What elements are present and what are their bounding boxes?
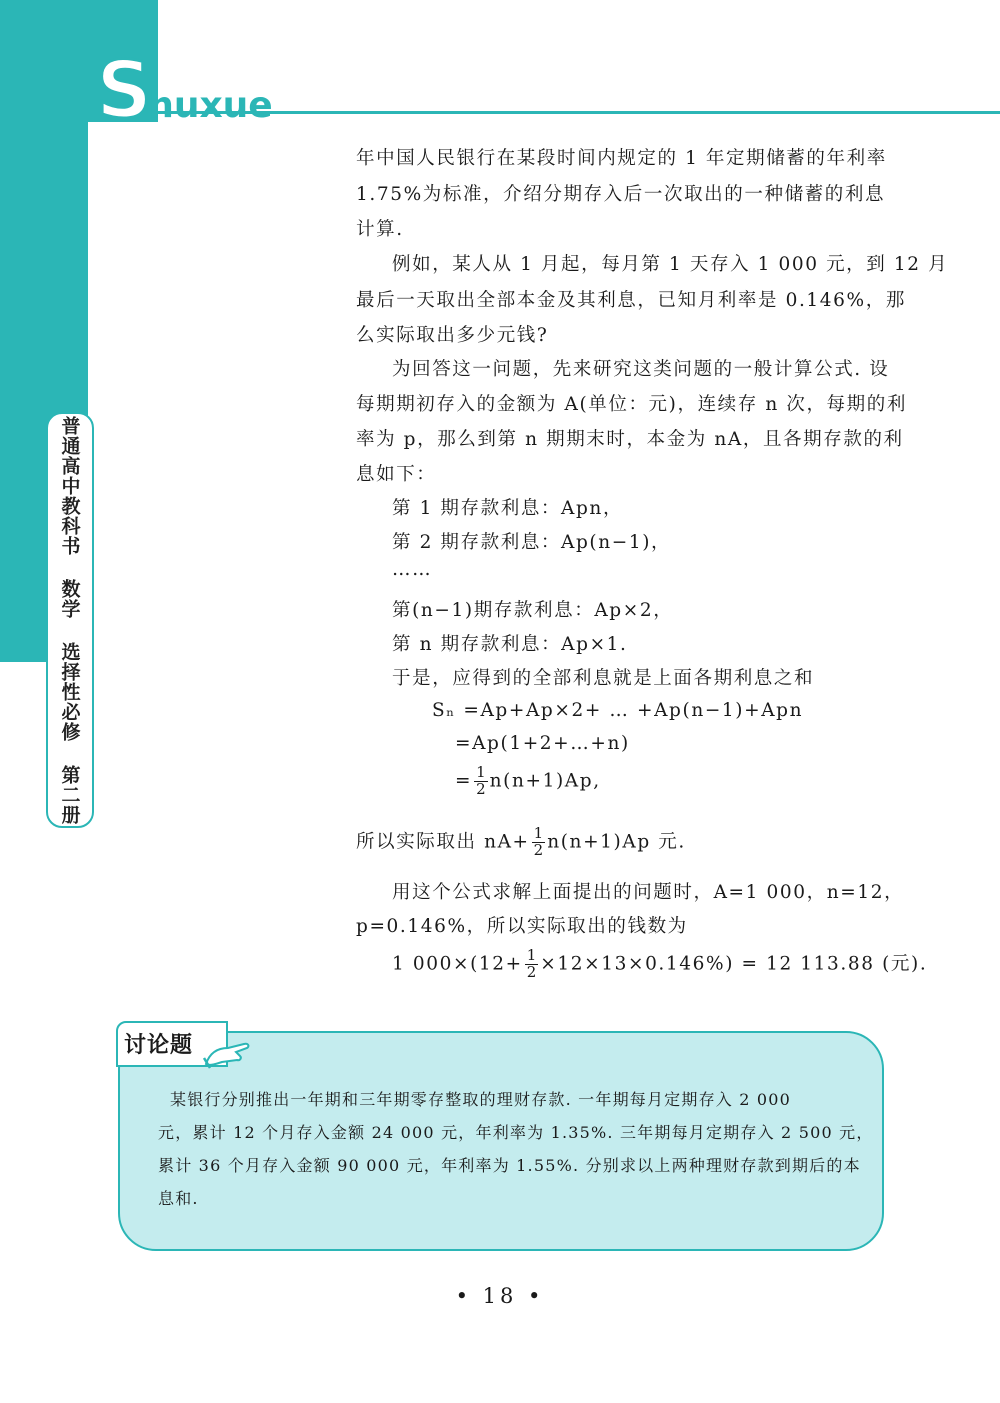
body-line: 年中国人民银行在某段时间内规定的 1 年定期储蓄的年利率: [356, 148, 887, 169]
body-line: 么实际取出多少元钱?: [356, 325, 549, 346]
discussion-title: 讨论题: [124, 1033, 194, 1058]
sum-formula-line: [455, 765, 601, 798]
body-line: 1.75%为标准，介绍分期存入后一次取出的一种储蓄的利息: [356, 184, 886, 205]
fraction-denominator: 2: [526, 962, 537, 981]
page-number: • 18 •: [455, 1284, 545, 1308]
header-rule: [155, 111, 1000, 114]
book-title-label: 普通高中教科书 数学 选择性必修 第二册: [46, 412, 94, 828]
interest-ellipsis: ……: [392, 559, 433, 580]
discussion-line: 累计 36 个月存入金额 90 000 元，年利率为 1.55%. 分别求以上两种理财存款到期后的本: [158, 1156, 861, 1175]
final-formula-line: [392, 948, 927, 981]
logo-big-letter: S: [96, 46, 153, 136]
interest-item: 第(n−1)期存款利息：Ap×2，: [392, 600, 674, 621]
half-fraction: [525, 948, 539, 981]
pointing-hand-icon: [200, 1034, 252, 1070]
shuxue-logo: [96, 46, 277, 136]
formula-prefix: =: [455, 770, 473, 792]
logo-word: huxue: [148, 85, 273, 126]
fraction-numerator: 1: [533, 824, 544, 842]
sum-formula-line: Sₙ =Ap+Ap×2+ … +Ap(n−1)+Apn: [432, 700, 804, 721]
formula-suffix: n(n+1)Ap,: [489, 770, 601, 792]
formula-suffix: n(n+1)Ap 元.: [547, 831, 686, 853]
result-formula-line: [356, 826, 686, 859]
fraction-denominator: 2: [476, 779, 486, 798]
body-line: p=0.146%，所以实际取出的钱数为: [356, 916, 688, 937]
body-line: 每期期初存入的金额为 A(单位：元)，连续存 n 次，每期的利: [356, 394, 907, 415]
formula-prefix: 所以实际取出 nA+: [356, 831, 530, 853]
formula-prefix: 1 000×(12+: [392, 953, 523, 975]
body-line: 息如下：: [356, 464, 437, 485]
body-line: 率为 p，那么到第 n 期期末时，本金为 nA，且各期存款的利: [356, 429, 904, 450]
body-line: 于是，应得到的全部利息就是上面各期利息之和: [392, 668, 815, 689]
body-line: 计算.: [356, 219, 404, 240]
sum-formula-line: =Ap(1+2+…+n): [455, 733, 630, 754]
discussion-line: 息和.: [158, 1189, 199, 1208]
fraction-numerator: 1: [526, 946, 537, 964]
fraction-numerator: 1: [476, 763, 486, 781]
body-line: 为回答这一问题，先来研究这类问题的一般计算公式. 设: [392, 359, 890, 380]
interest-item: 第 2 期存款利息：Ap(n−1)，: [392, 532, 672, 553]
body-line: 例如，某人从 1 月起，每月第 1 天存入 1 000 元，到 12 月: [392, 254, 949, 275]
half-fraction: [474, 765, 488, 798]
interest-item: 第 n 期存款利息：Ap×1.: [392, 634, 628, 655]
interest-item: 第 1 期存款利息：Apn，: [392, 498, 624, 519]
discussion-line: 某银行分别推出一年期和三年期零存整取的理财存款. 一年期每月定期存入 2 000: [170, 1090, 792, 1109]
fraction-denominator: 2: [533, 840, 544, 859]
body-line: 用这个公式求解上面提出的问题时，A=1 000，n=12，: [392, 882, 905, 903]
half-fraction: [532, 826, 546, 859]
formula-suffix: ×12×13×0.146%) = 12 113.88 (元).: [540, 953, 928, 975]
body-line: 最后一天取出全部本金及其利息，已知月利率是 0.146%，那: [356, 290, 906, 311]
discussion-line: 元，累计 12 个月存入金额 24 000 元，年利率为 1.35%. 三年期每月定期存入 2 500 元，: [158, 1123, 874, 1142]
